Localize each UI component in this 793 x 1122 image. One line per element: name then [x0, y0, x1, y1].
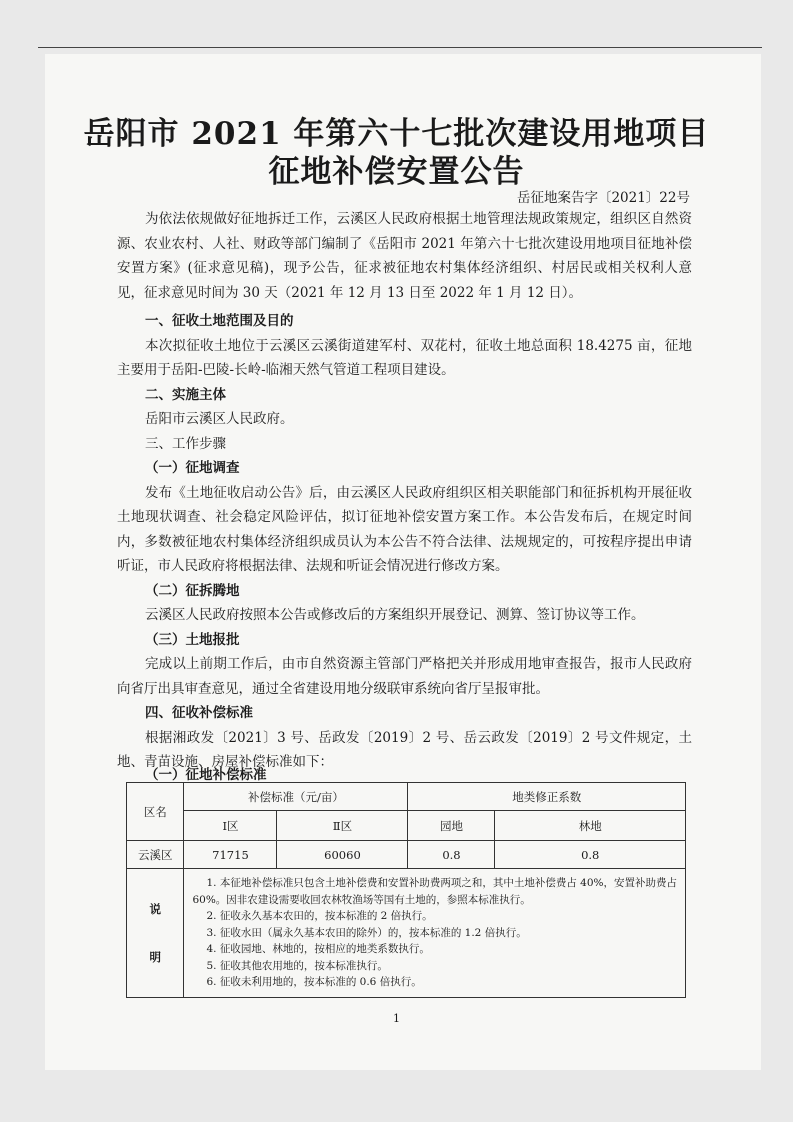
section-1-heading: 一、征收土地范围及目的 — [145, 313, 294, 329]
note-line: 6. 征收未利用地的，按本标准的 0.6 倍执行。 — [206, 976, 422, 988]
table-row — [127, 841, 686, 869]
title-line-2: 征地补偿安置公告 — [268, 154, 525, 190]
notes-label — [127, 869, 184, 998]
notes-content — [184, 869, 686, 998]
cell-forest: 0.8 — [495, 841, 686, 869]
cell-zone-1: 71715 — [184, 841, 277, 869]
note-line: 2. 征收永久基本农田的，按本标准的 2 倍执行。 — [206, 910, 433, 922]
section-4-heading: 四、征收补偿标准 — [145, 705, 253, 721]
step-3-text: 完成以上前期工作后，由市自然资源主管部门严格把关并形成用地审查报告，报市人民政府向省厅出具审查意见，通过全省建设用地分级联审系统向省厅呈报审批。 — [117, 656, 692, 697]
header-zone-2: Ⅱ区 — [277, 811, 408, 841]
step-1-heading: （一）征地调查 — [145, 460, 240, 476]
compensation-table — [126, 782, 686, 998]
note-line: 5. 征收其他农用地的，按本标准执行。 — [206, 959, 388, 972]
cell-zone-2: 60060 — [277, 841, 408, 869]
cell-garden: 0.8 — [408, 841, 495, 869]
section-1-text: 本次拟征收土地位于云溪区云溪街道建军村、双花村，征收土地总面积 18.4275 亩，征地主要用于岳阳-巴陵-长岭-临湘天然气管道工程项目建设。 — [117, 337, 692, 378]
header-area: 区名 — [127, 783, 184, 841]
header-forest: 林地 — [495, 811, 686, 841]
note-line: 60%。因非农建设需要收回农林牧渔场等国有土地的，参照本标准执行。 — [192, 893, 531, 906]
section-2-text: 岳阳市云溪区人民政府。 — [145, 411, 294, 427]
note-line: 3. 征收水田（属永久基本农田的除外）的，按本标准的 1.2 倍执行。 — [206, 926, 527, 939]
table-title: （一）征地补偿标准 — [145, 767, 267, 783]
notes-label-1: 说 — [149, 901, 161, 916]
note-line: 1. 本征地补偿标准只包含土地补偿费和安置补助费两项之和，其中土地补偿费占 40%，安置补助费占 — [206, 877, 677, 889]
page-number: 1 — [393, 1012, 400, 1025]
title-line-1: 岳阳市 2021 年第六十七批次建设用地项目 — [83, 116, 710, 152]
section-4-text: 根据湘政发〔2021〕3 号、岳政发〔2019〕2 号、岳云政发〔2019〕2 号文件规定，土地、青苗设施、房屋补偿标准如下： — [117, 729, 692, 770]
header-garden: 园地 — [408, 811, 495, 841]
step-1-text: 发布《土地征收启动公告》后，由云溪区人民政府组织区相关职能部门和征拆机构开展征收土地现状调查、社会稳定风险评估，拟订征地补偿安置方案工作。本公告发布后，在规定时间内，多数被征地农村集体经济组织成员认为本公告不符合法律、法规规定的，可按程序提出申请听证，市人民政府将根据法律、法规和听证会情况进行修改方案。 — [117, 484, 692, 574]
step-2-text: 云溪区人民政府按照本公告或修改后的方案组织开展登记、测算、签订协议等工作。 — [145, 607, 645, 623]
header-compensation: 补偿标准（元/亩） — [184, 783, 408, 811]
header-coefficient: 地类修正系数 — [408, 783, 686, 811]
section-3-heading: 三、工作步骤 — [145, 435, 226, 452]
note-line: 4. 征收园地、林地的，按相应的地类系数执行。 — [206, 943, 430, 955]
document-number: 岳征地案告字〔2021〕22号 — [516, 190, 690, 206]
step-2-heading: （二）征拆腾地 — [145, 582, 240, 599]
step-3-heading: （三）土地报批 — [145, 631, 240, 648]
header-zone-1: Ⅰ区 — [184, 811, 277, 841]
top-rule — [38, 47, 762, 48]
notice-body — [117, 207, 692, 775]
notes-row — [127, 869, 686, 998]
notes-label-2: 明 — [149, 949, 161, 964]
intro-paragraph: 为依法依规做好征地拆迁工作，云溪区人民政府根据土地管理法规政策规定，组织区自然资源、农业农村、人社、财政等部门编制了《岳阳市 2021 年第六十七批次建设用地项目征地补偿安置方案》(征求意见稿)，现予公告，征求被征地农村集体经济组织、村居民或相关权利人意见，征求意见时间为 30 天（2021 年 12 月 13 日至 2022 年 1 月 12 日）。 — [117, 211, 692, 301]
cell-area: 云溪区 — [127, 841, 184, 869]
section-2-heading: 二、实施主体 — [145, 386, 226, 403]
